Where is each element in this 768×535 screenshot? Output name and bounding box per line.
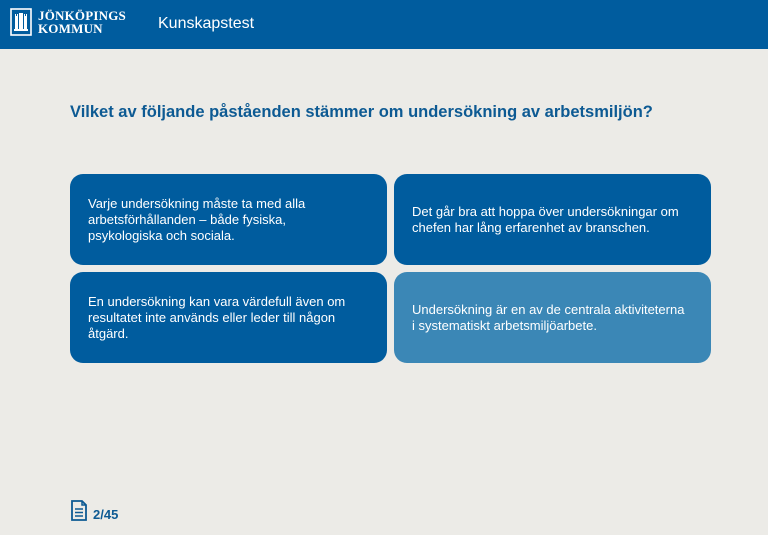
answer-option-2[interactable] (394, 174, 711, 265)
page-title: Kunskapstest (158, 15, 255, 32)
answer-grid (70, 174, 711, 363)
answer-option-1[interactable] (70, 174, 387, 265)
question-text: Vilket av följande påståenden stämmer om undersökning av arbetsmiljön? (70, 103, 653, 121)
app-header (0, 0, 768, 49)
logo-wordmark (38, 9, 126, 35)
jonkoping-logo (10, 8, 126, 36)
logo-line-2: KOMMUN (38, 21, 103, 36)
answer-option-2-label: Det går bra att hoppa över undersökningar om chefen har lång erfarenhet av branschen. (412, 203, 679, 235)
answer-option-1-label: Varje undersökning måste ta med alla arbetsförhållanden – både fysiska, psykologiska och sociala. (88, 195, 306, 243)
answer-option-4-label: Undersökning är en av de centrala aktiviteterna i systematiskt arbetsmiljöarbete. (412, 301, 685, 333)
answer-option-4[interactable] (394, 272, 711, 363)
logo-line-1: JÖNKÖPINGS (38, 8, 126, 23)
document-icon (70, 500, 88, 521)
question-counter: 2/45 (93, 507, 119, 522)
progress-indicator (70, 499, 118, 522)
answer-option-3[interactable] (70, 272, 387, 363)
castle-crest-icon (10, 8, 32, 36)
answer-option-3-label: En undersökning kan vara värdefull även om resultatet inte används eller leder till någon åtgärd. (88, 293, 346, 341)
